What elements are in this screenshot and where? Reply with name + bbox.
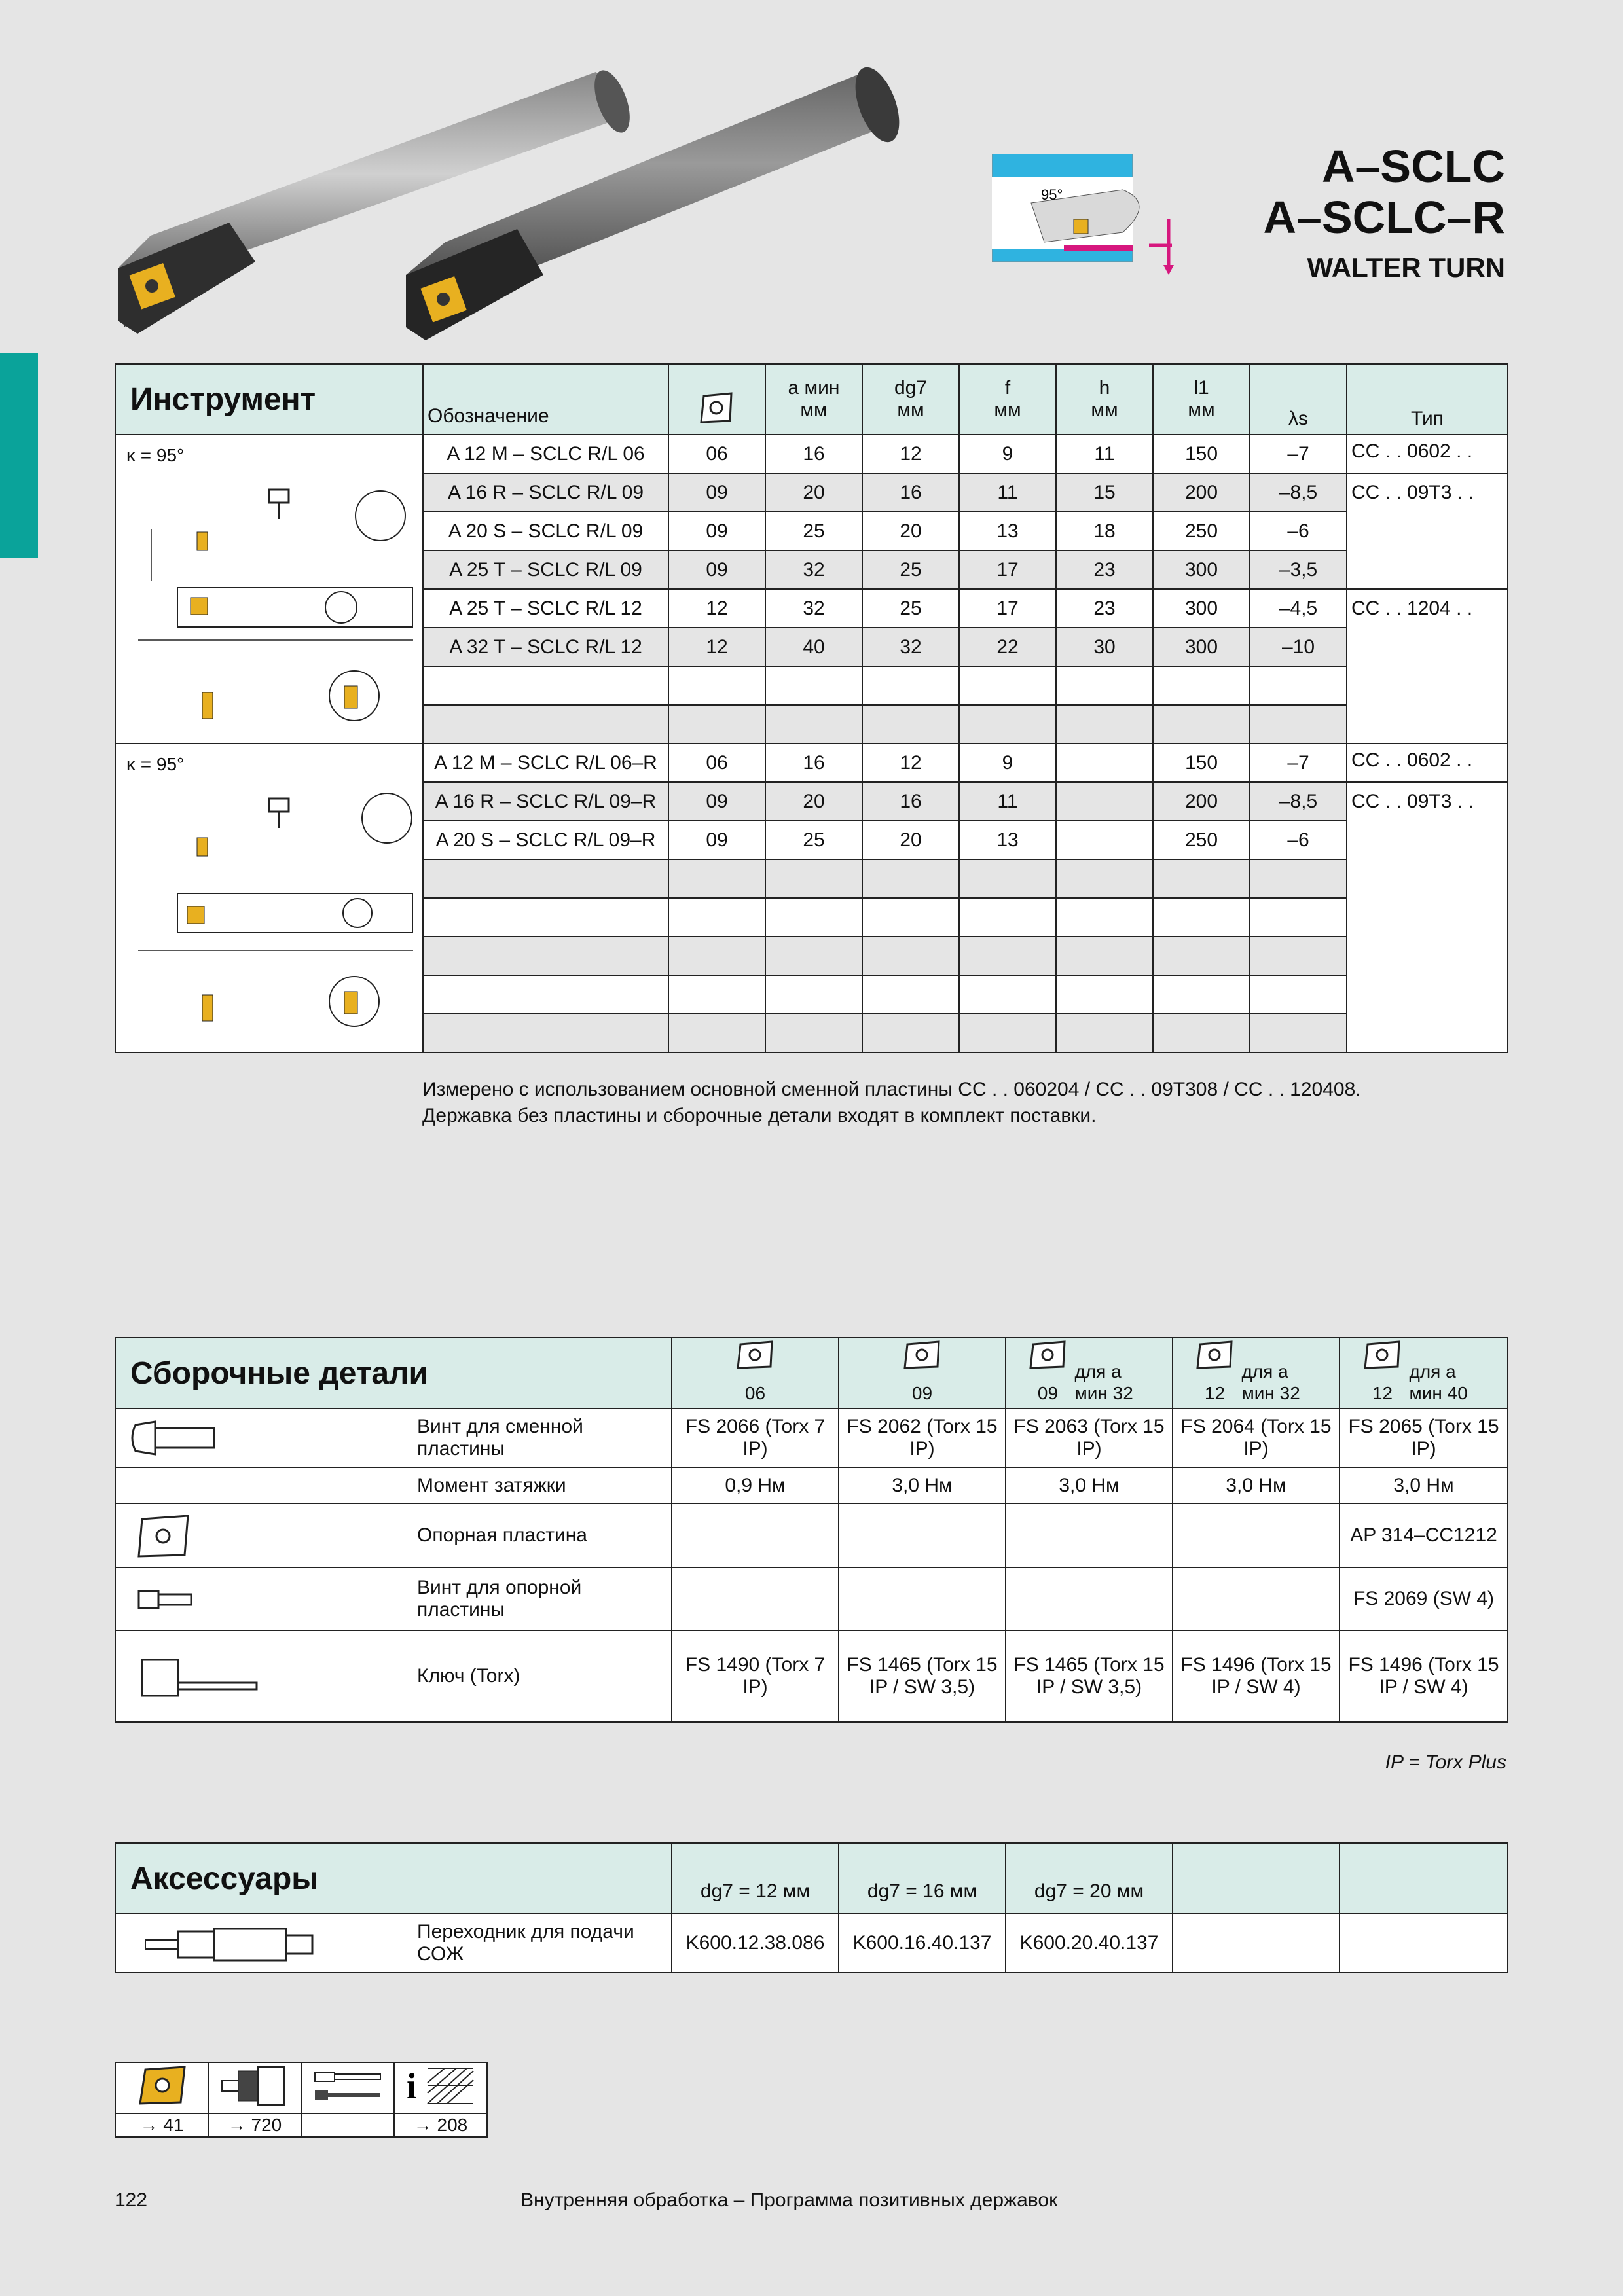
assembly-cell — [672, 1568, 839, 1630]
accessories-row-label: Переходник для подачи СОЖ — [417, 1921, 634, 1965]
assembly-col-06 — [672, 1338, 839, 1408]
assembly-cell: FS 2062 (Torx 15 IP) — [839, 1408, 1006, 1467]
assembly-row-torque — [115, 1467, 1508, 1503]
ref-page[interactable]: → 41 — [115, 2113, 208, 2137]
f-cell: 13 — [959, 821, 1056, 859]
assembly-cell — [1173, 1503, 1340, 1568]
dg7-cell: 16 — [862, 473, 959, 512]
col-dg7-unit: мм — [897, 399, 924, 421]
shim-screw-icon — [116, 1573, 417, 1625]
dg7-cell: 12 — [862, 435, 959, 473]
h-cell: 15 — [1056, 473, 1153, 512]
designation-cell: A 25 T – SCLC R/L 09 — [423, 550, 668, 589]
h-cell: 11 — [1056, 435, 1153, 473]
l1-cell: 300 — [1153, 589, 1250, 628]
assembly-row-shim — [115, 1503, 1508, 1568]
tool-table-title: Инструмент — [115, 364, 423, 435]
parts-ref-icon[interactable] — [301, 2062, 394, 2113]
insert-size-icon — [668, 364, 765, 435]
designation-cell: A 20 S – SCLC R/L 09–R — [423, 821, 668, 859]
ref-page[interactable]: → 720 — [208, 2113, 301, 2137]
assembly-cell: FS 1496 (Torx 15 IP / SW 4) — [1173, 1630, 1340, 1722]
page-number: 122 — [115, 2189, 148, 2211]
assembly-cell: FS 2066 (Torx 7 IP) — [672, 1408, 839, 1467]
assembly-col-size: 09 — [1037, 1383, 1059, 1403]
kappa-label-2: κ = 95° — [126, 754, 185, 774]
lambda-cell: –8,5 — [1250, 473, 1347, 512]
designation-cell: A 16 R – SCLC R/L 09 — [423, 473, 668, 512]
assembly-table-header — [115, 1338, 1508, 1408]
size-cell: 06 — [668, 435, 765, 473]
col-h-top: h — [1099, 377, 1110, 399]
f-cell: 22 — [959, 628, 1056, 666]
brand-name: WALTER TURN — [1307, 252, 1505, 283]
tool-table — [115, 363, 1508, 1053]
accessories-col — [1173, 1843, 1340, 1914]
accessories-col: dg7 = 16 мм — [839, 1843, 1006, 1914]
assembly-cell — [1006, 1568, 1173, 1630]
ip-footnote: IP = Torx Plus — [1385, 1751, 1506, 1773]
assembly-cell: FS 2065 (Torx 15 IP) — [1340, 1408, 1508, 1467]
size-cell: 09 — [668, 512, 765, 550]
l1-cell: 200 — [1153, 782, 1250, 821]
amin-cell: 40 — [765, 628, 862, 666]
type-cell: CC . . 1204 . . — [1347, 589, 1508, 744]
svg-text:i: i — [407, 2066, 417, 2107]
h-cell: 30 — [1056, 628, 1153, 666]
dg7-cell: 20 — [862, 821, 959, 859]
amin-cell: 32 — [765, 550, 862, 589]
assembly-cell: 3,0 Нм — [1006, 1467, 1173, 1503]
assembly-row-label: Винт для опорной пластины — [417, 1577, 582, 1621]
size-cell: 09 — [668, 550, 765, 589]
assembly-cell: FS 1465 (Torx 15 IP / SW 3,5) — [1006, 1630, 1173, 1722]
f-cell: 17 — [959, 589, 1056, 628]
f-cell: 17 — [959, 550, 1056, 589]
dg7-cell: 25 — [862, 550, 959, 589]
lambda-cell: –4,5 — [1250, 589, 1347, 628]
assembly-col-size: 12 — [1372, 1383, 1393, 1403]
accessories-col: dg7 = 20 мм — [1006, 1843, 1173, 1914]
col-h-unit: мм — [1091, 399, 1118, 421]
accessories-cell: K600.16.40.137 — [839, 1914, 1006, 1973]
tool-photo — [98, 26, 917, 367]
col-l1-top: l1 — [1194, 377, 1209, 399]
l1-cell: 300 — [1153, 628, 1250, 666]
lambda-cell: –6 — [1250, 821, 1347, 859]
assembly-col-note: для а мин 32 — [1074, 1361, 1133, 1403]
insert-ref-icon[interactable] — [115, 2062, 208, 2113]
col-amin-top: а мин — [788, 377, 840, 399]
accessories-cell: K600.12.38.086 — [672, 1914, 839, 1973]
col-f-unit: мм — [994, 399, 1021, 421]
coolant-adapter-icon — [116, 1917, 417, 1969]
tool-drawing-1 — [115, 435, 423, 744]
assembly-cell: FS 1496 (Torx 15 IP / SW 4) — [1340, 1630, 1508, 1722]
lambda-cell: –3,5 — [1250, 550, 1347, 589]
col-l1-unit: мм — [1188, 399, 1215, 421]
assembly-col-12-32 — [1173, 1338, 1340, 1408]
h-cell: 23 — [1056, 550, 1153, 589]
page-title-1: A–SCLC — [1321, 141, 1505, 192]
designation-cell: A 25 T – SCLC R/L 12 — [423, 589, 668, 628]
lambda-cell: –7 — [1250, 744, 1347, 782]
assembly-row-label: Опорная пластина — [417, 1524, 587, 1546]
assembly-cell — [1006, 1503, 1173, 1568]
insert-icon — [1192, 1340, 1238, 1377]
note-line-1: Измерено с использованием основной сменной пластины CC . . 060204 / CC . . 09T308 / CC . . 120408. — [422, 1079, 1361, 1100]
l1-cell: 150 — [1153, 435, 1250, 473]
accessories-col: dg7 = 12 мм — [672, 1843, 839, 1914]
screw-icon — [116, 1412, 417, 1464]
h-cell: 18 — [1056, 512, 1153, 550]
col-type: Тип — [1410, 408, 1444, 429]
amin-cell: 25 — [765, 512, 862, 550]
col-lambda: λs — [1288, 408, 1308, 429]
l1-cell: 250 — [1153, 821, 1250, 859]
page-title-2: A–SCLC–R — [1263, 192, 1505, 243]
col-designation: Обозначение — [423, 364, 668, 435]
type-cell: CC . . 09T3 . . — [1347, 473, 1508, 589]
l1-cell: 300 — [1153, 550, 1250, 589]
size-cell: 06 — [668, 744, 765, 782]
assembly-cell: FS 2063 (Torx 15 IP) — [1006, 1408, 1173, 1467]
lambda-cell: –8,5 — [1250, 782, 1347, 821]
assembly-row-shim-screw — [115, 1568, 1508, 1630]
size-cell: 12 — [668, 628, 765, 666]
f-cell: 9 — [959, 435, 1056, 473]
accessories-table-title: Аксессуары — [115, 1843, 672, 1914]
assembly-row-key — [115, 1630, 1508, 1722]
assembly-cell: FS 1490 (Torx 7 IP) — [672, 1630, 839, 1722]
insert-icon — [900, 1340, 945, 1377]
f-cell: 11 — [959, 473, 1056, 512]
size-cell: 09 — [668, 782, 765, 821]
assembly-col-note: для а мин 40 — [1409, 1361, 1468, 1403]
accessories-cell — [1173, 1914, 1340, 1973]
accessories-table-header — [115, 1843, 1508, 1914]
table-row — [115, 744, 1508, 782]
tool-drawing-2 — [115, 744, 423, 1052]
amin-cell: 32 — [765, 589, 862, 628]
lambda-cell: –7 — [1250, 435, 1347, 473]
amin-cell: 20 — [765, 782, 862, 821]
table-row — [115, 435, 1508, 473]
type-cell: CC . . 0602 . . — [1347, 435, 1508, 473]
assembly-cell: 3,0 Нм — [1340, 1467, 1508, 1503]
insert-icon — [1360, 1340, 1406, 1377]
designation-cell: A 12 M – SCLC R/L 06–R — [423, 744, 668, 782]
insert-icon — [1025, 1340, 1071, 1377]
dg7-cell: 32 — [862, 628, 959, 666]
f-cell: 13 — [959, 512, 1056, 550]
amin-cell: 25 — [765, 821, 862, 859]
lambda-cell: –10 — [1250, 628, 1347, 666]
insert-icon — [733, 1340, 778, 1377]
assembly-cell: 3,0 Нм — [1173, 1467, 1340, 1503]
designation-cell: A 32 T – SCLC R/L 12 — [423, 628, 668, 666]
col-dg7-top: dg7 — [894, 377, 928, 399]
angle-label: 95° — [1041, 187, 1063, 203]
col-f-top: f — [1004, 377, 1011, 399]
ref-page[interactable]: → 208 — [394, 2113, 487, 2137]
h-cell: 23 — [1056, 589, 1153, 628]
tool-table-header — [115, 364, 1508, 435]
kappa-label-1: κ = 95° — [126, 445, 185, 465]
note-line-2: Державка без пластины и сборочные детали входят в комплект поставки. — [422, 1105, 1097, 1126]
size-cell: 09 — [668, 473, 765, 512]
col-amin-unit: мм — [800, 399, 828, 421]
h-cell — [1056, 744, 1153, 782]
info-ref-icon[interactable] — [394, 2062, 487, 2113]
title-block — [1263, 141, 1505, 283]
accessories-row — [115, 1914, 1508, 1973]
assembly-row-screw — [115, 1408, 1508, 1467]
designation-cell: A 16 R – SCLC R/L 09–R — [423, 782, 668, 821]
assembly-table — [115, 1337, 1508, 1723]
type-cell: CC . . 0602 . . — [1347, 744, 1508, 782]
assembly-col-size: 12 — [1204, 1383, 1226, 1403]
designation-cell: A 20 S – SCLC R/L 09 — [423, 512, 668, 550]
shim-icon — [116, 1509, 417, 1562]
size-cell: 09 — [668, 821, 765, 859]
assembly-cell — [1173, 1568, 1340, 1630]
assembly-cell: FS 1465 (Torx 15 IP / SW 3,5) — [839, 1630, 1006, 1722]
technical-drawing-1 — [125, 470, 413, 732]
dg7-cell: 25 — [862, 589, 959, 628]
assembly-cell: 0,9 Нм — [672, 1467, 839, 1503]
lambda-cell: –6 — [1250, 512, 1347, 550]
amin-cell: 20 — [765, 473, 862, 512]
accessories-cell — [1340, 1914, 1508, 1973]
l1-cell: 250 — [1153, 512, 1250, 550]
holder-ref-icon[interactable] — [208, 2062, 301, 2113]
assembly-row-label: Ключ (Torx) — [417, 1665, 520, 1687]
f-cell: 11 — [959, 782, 1056, 821]
assembly-cell: 3,0 Нм — [839, 1467, 1006, 1503]
accessories-col — [1340, 1843, 1508, 1914]
assembly-col-09-32 — [1006, 1338, 1173, 1408]
ref-page[interactable] — [301, 2113, 394, 2137]
type-cell: CC . . 09T3 . . — [1347, 782, 1508, 1052]
h-cell — [1056, 782, 1153, 821]
application-schematic — [992, 154, 1208, 278]
size-cell: 12 — [668, 589, 765, 628]
assembly-row-label: Момент затяжки — [115, 1467, 672, 1503]
assembly-col-09 — [839, 1338, 1006, 1408]
assembly-table-title: Сборочные детали — [115, 1338, 672, 1408]
l1-cell: 150 — [1153, 744, 1250, 782]
assembly-cell: FS 2064 (Torx 15 IP) — [1173, 1408, 1340, 1467]
accessories-cell: K600.20.40.137 — [1006, 1914, 1173, 1973]
assembly-col-size: 09 — [911, 1383, 933, 1403]
assembly-row-label: Винт для сменной пластины — [417, 1416, 583, 1460]
reference-icons — [115, 2062, 488, 2138]
dg7-cell: 20 — [862, 512, 959, 550]
amin-cell: 16 — [765, 744, 862, 782]
dg7-cell: 12 — [862, 744, 959, 782]
assembly-col-12-40 — [1340, 1338, 1508, 1408]
tool-notes — [422, 1077, 1503, 1129]
l1-cell: 200 — [1153, 473, 1250, 512]
assembly-cell — [672, 1503, 839, 1568]
assembly-cell: FS 2069 (SW 4) — [1340, 1568, 1508, 1630]
amin-cell: 16 — [765, 435, 862, 473]
assembly-cell — [839, 1503, 1006, 1568]
assembly-cell — [839, 1568, 1006, 1630]
technical-drawing-2 — [125, 779, 413, 1041]
footer-text: Внутренняя обработка – Программа позитивных державок — [520, 2189, 1058, 2211]
section-tab — [0, 353, 38, 558]
f-cell: 9 — [959, 744, 1056, 782]
h-cell — [1056, 821, 1153, 859]
designation-cell: A 12 M – SCLC R/L 06 — [423, 435, 668, 473]
assembly-cell: AP 314–CC1212 — [1340, 1503, 1508, 1568]
assembly-col-size: 06 — [744, 1383, 766, 1403]
assembly-col-note: для а мин 32 — [1241, 1361, 1300, 1403]
dg7-cell: 16 — [862, 782, 959, 821]
torx-key-icon — [116, 1643, 417, 1709]
accessories-table — [115, 1842, 1508, 1973]
